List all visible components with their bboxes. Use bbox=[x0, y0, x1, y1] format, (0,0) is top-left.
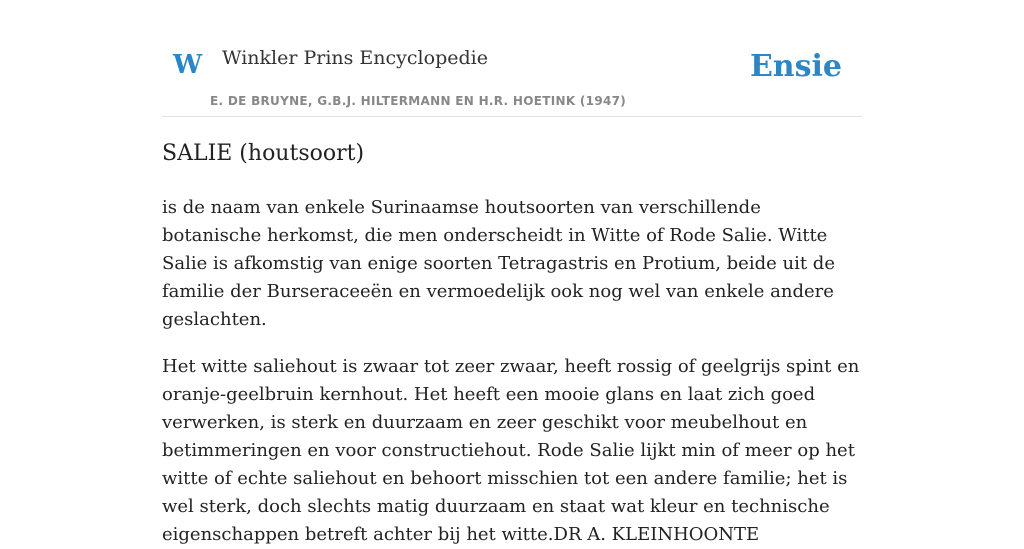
entry-title: SALIE (houtsoort) bbox=[162, 141, 365, 166]
ensie-brand-logo[interactable]: Ensie bbox=[749, 49, 842, 84]
authors-credit: E. DE BRUYNE, G.B.J. HILTERMANN EN H.R. HOETINK (1947) bbox=[210, 94, 627, 108]
site-header bbox=[162, 0, 862, 117]
site-title[interactable]: Winkler Prins Encyclopedie bbox=[222, 47, 488, 69]
article-body bbox=[162, 138, 862, 549]
paragraph-2: Het witte saliehout is zwaar tot zeer zwaar, heeft rossig of geelgrijs spint en oranje-geelbruin kernhout. Het heeft een mooie glans en laat zich goed verwerken, is sterk en duurzaam en zeer geschikt voor meubelhout en betimmeringen en voor constructiehout. Rode Salie lijkt min of meer op het witte of echte saliehout en behoort misschien tot een andere familie; het is wel sterk, doch slechts matig duurzaam en staat wat kleur en technische eigenschappen betreft achter bij het witte.DR A. KLEINHOONTE bbox=[162, 356, 860, 545]
winkler-prins-logo[interactable]: W bbox=[173, 50, 203, 80]
paragraph-1: is de naam van enkele Surinaamse houtsoorten van verschillende botanische herkomst, die men onderscheidt in Witte of Rode Salie. Witte Salie is afkomstig van enige soorten Tetragastris en Protium, beide uit de familie der Burseraceeën en vermoedelijk ook nog wel van enkele andere geslachten. bbox=[162, 197, 835, 330]
